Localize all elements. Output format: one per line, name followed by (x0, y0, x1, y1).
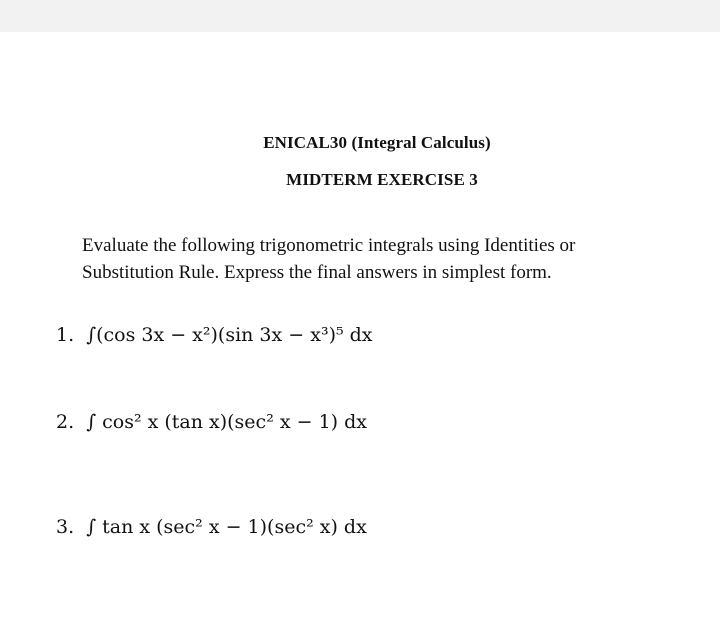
problem-1 (56, 324, 373, 346)
instructions-line-1: Evaluate the following trigonometric integrals using Identities or (82, 235, 576, 256)
problem-2 (56, 411, 367, 433)
exercise-title: MIDTERM EXERCISE 3 (286, 170, 478, 189)
problem-3 (56, 516, 367, 538)
top-bar (0, 0, 720, 32)
instructions (82, 232, 692, 286)
problem-expression: ∫ tan x (sec² x − 1)(sec² x) dx (86, 516, 367, 538)
problem-expression: ∫(cos 3x − x²)(sin 3x − x³)⁵ dx (86, 324, 373, 346)
instructions-line-2: Substitution Rule. Express the final answers in simplest form. (82, 262, 552, 283)
course-title: ENICAL30 (Integral Calculus) (263, 133, 491, 152)
problem-number: 1. (56, 324, 75, 346)
problem-number: 3. (56, 516, 75, 538)
problem-expression: ∫ cos² x (tan x)(sec² x − 1) dx (86, 411, 367, 433)
problem-number: 2. (56, 411, 75, 433)
